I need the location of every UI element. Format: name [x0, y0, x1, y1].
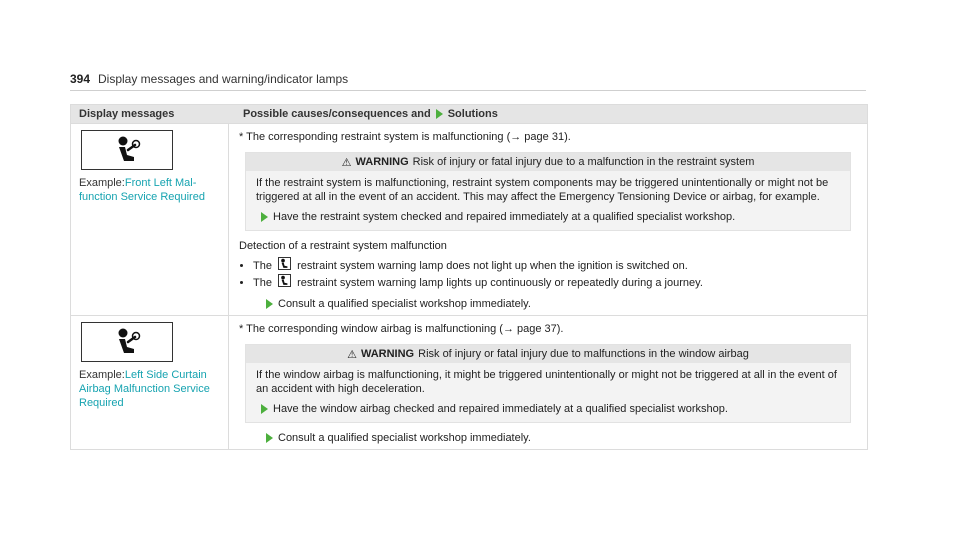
warning-box	[245, 152, 851, 231]
list-item: • The restraint system warning lamp lights up continuously or repeatedly during a journey.	[253, 274, 859, 291]
page-number: 394	[70, 72, 91, 86]
action-arrow-icon	[266, 299, 273, 309]
action-arrow-icon	[261, 212, 268, 222]
detection-list	[239, 257, 859, 291]
airbag-seat-icon	[81, 130, 173, 170]
warning-box	[245, 344, 851, 423]
causes-cell	[229, 316, 867, 449]
page-header-title: Display messages and warning/indicator lamps	[98, 72, 349, 86]
table-row	[71, 315, 867, 449]
warning-body: If the restraint system is malfunctioning, restraint system components may be triggered unintentionally or might not be triggered at all in the event of an accident. This may affect the Emergency Tensioning Device or airbag, for example. Have the restraint system checked and repaired immediately at a qualified specialist workshop.	[246, 171, 850, 230]
warning-action: Have the window airbag checked and repaired immediately at a qualified specialist workshop.	[256, 402, 842, 416]
warning-action: Have the restraint system checked and repaired immediately at a qualified specialist workshop.	[256, 210, 842, 224]
example-message: Front Left Mal-function Service Required	[79, 177, 205, 203]
page-header	[70, 70, 866, 91]
final-action: Consult a qualified specialist workshop immediately.	[261, 297, 859, 311]
causes-cell	[229, 124, 867, 315]
airbag-seat-icon	[81, 322, 173, 362]
final-action: Consult a qualified specialist workshop immediately.	[261, 431, 859, 445]
display-messages-table	[70, 104, 868, 450]
table-header	[71, 105, 867, 123]
action-arrow-icon	[261, 404, 268, 414]
col-header-display-messages: Display messages	[79, 108, 175, 120]
display-message-cell	[71, 124, 229, 315]
airbag-seat-icon	[278, 257, 291, 270]
warning-triangle-icon: ⚠	[341, 156, 352, 169]
action-arrow-icon	[266, 433, 273, 443]
example-text: Example:Left Side Curtain Airbag Malfunction Service Required	[79, 369, 210, 409]
warning-header: ⚠ WARNING Risk of injury or fatal injury due to a malfunction in the restraint system	[246, 153, 850, 171]
table-row	[71, 123, 867, 315]
warning-body: If the window airbag is malfunctioning, it might be triggered unintentionally or might not be triggered at all in the event of an accident with high deceleration. Have the window airbag checked and repaired immediately at a qualified specialist workshop.	[246, 363, 850, 422]
warning-triangle-icon: ⚠	[347, 348, 357, 361]
display-message-cell	[71, 316, 229, 449]
airbag-seat-icon	[278, 274, 291, 287]
col-header-causes: Possible causes/consequences and Solutions	[243, 108, 498, 120]
detection-heading: Detection of a restraint system malfunction	[239, 240, 447, 252]
list-item: • The restraint system warning lamp does not light up when the ignition is switched on.	[253, 257, 859, 274]
note: * The corresponding window airbag is malfunctioning (→ page 37).	[239, 323, 564, 335]
warning-header: ⚠ WARNING Risk of injury or fatal injury due to malfunctions in the window airbag	[246, 345, 850, 363]
solution-arrow-icon	[436, 109, 443, 119]
example-message: Left Side Curtain Airbag Malfunction Service Required	[79, 369, 210, 409]
note: * The corresponding restraint system is malfunctioning (→ page 31).	[239, 131, 571, 143]
example-text: Example:Front Left Mal-function Service Required	[79, 177, 205, 203]
